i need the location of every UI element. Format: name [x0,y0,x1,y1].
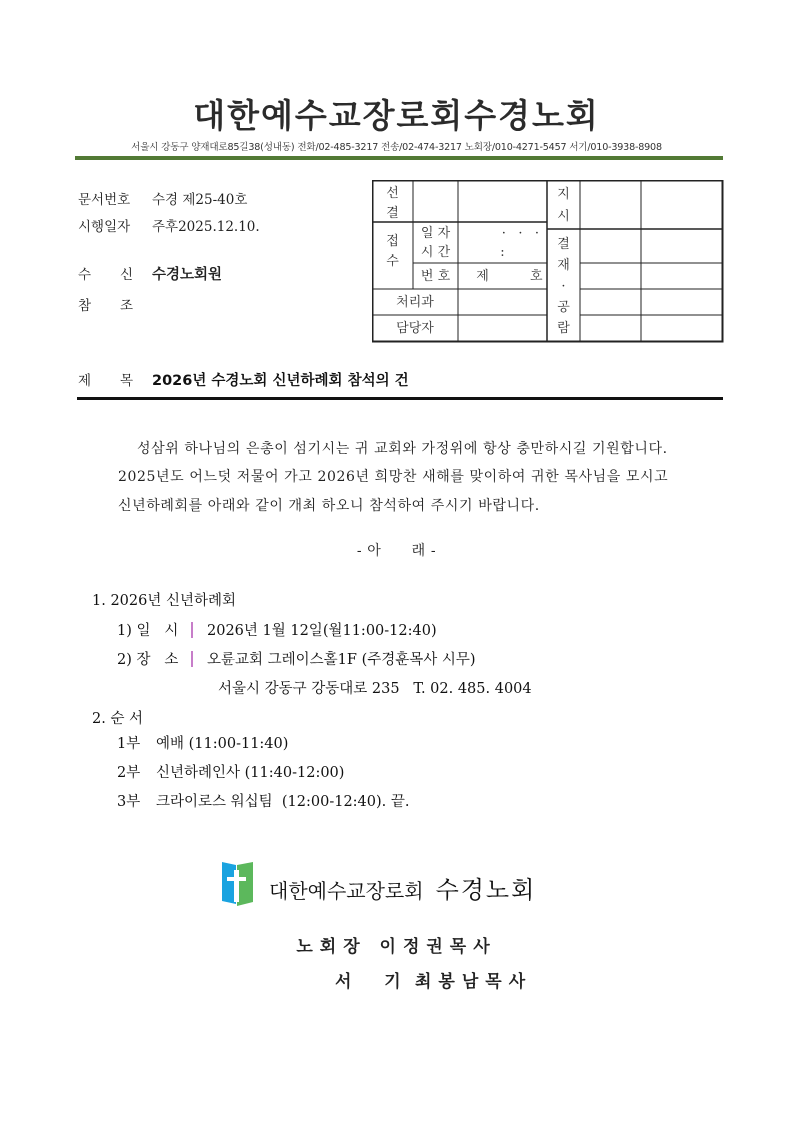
divider-bar [191,651,193,667]
notice-heading: - 아 래 - [356,543,437,559]
ilja-label: 일 자 [420,226,451,241]
gyeoljae-char-3: 공 [557,300,570,315]
reference-label-2: 조 [120,298,134,314]
je-label: 제 [476,269,489,284]
subject-value: 2026년 수경노회 신년하례회 참석의 건 [152,373,409,389]
recipient-value: 수경노회원 [152,267,223,283]
gyeoljae-char-4: 람 [557,321,570,336]
issue-date-row [78,215,260,235]
recipient-row [78,263,222,284]
cell-seongyeol [372,184,413,224]
section-1-title: 1. 2026년 신년하례회 [92,593,236,609]
footer-org-name-2: 수경노회 [435,876,537,904]
issue-date-value: 주후2025.12.10. [152,219,260,235]
org-contact-line: 서울시 강동구 양재대로85길38(성내동) 전화/02-485-3217 전송/02-474-3217 노회장/010-4271-5457 서기/010-3938-8908 [131,142,662,153]
gyeoljae-char-1: 결 [557,237,570,252]
recipient-label-1: 수 [78,267,92,283]
cell-damdangja: 담당자 [396,321,434,336]
place-value: 오륜교회 그레이스홀1F (주경훈목사 시무) [207,652,476,668]
cell-number-value[interactable] [458,270,547,283]
program-part: 2부 [117,765,141,781]
footer-org-name-1: 대한예수교장로회 [269,879,424,903]
recipient-label-2: 신 [120,267,134,283]
program-desc: 크라이로스 워십팀 (12:00-12:40). 끝. [156,794,410,810]
ho-label: 호 [529,269,543,284]
church-logo-icon [221,861,255,907]
program-desc: 예배 (11:00-11:40) [156,736,289,752]
seongyeol-char-2: 결 [386,206,399,221]
program-part: 3부 [117,794,141,810]
date-value: 2026년 1월 12일(월11:00-12:40) [207,623,437,639]
section-1-place-row [117,648,476,669]
president-signature: 노회장 이정권목사 [296,937,497,957]
reference-label-1: 참 [78,298,92,314]
secretary-name: 최봉남목사 [415,972,533,992]
place-label: 2) 장 소 [117,652,179,668]
secretary-title: 서 기 [335,972,408,992]
cell-gyeoljae-gongram [547,234,580,339]
section-2-title: 2. 순 서 [92,711,144,727]
body-line-2: 2025년도 어느덧 저물어 가고 2026년 희망찬 새해를 맞이하여 귀한 목사님을 모시고 [118,469,669,485]
jisi-char-2: 시 [557,209,570,224]
header-rule [75,156,723,160]
section-1-date-row [117,619,437,640]
subject-label-2: 목 [120,373,134,389]
gyeoljae-dot: · [561,279,566,294]
footer-org-name [269,870,536,905]
jisi-char-1: 지 [557,187,570,202]
time-colon: : [500,245,505,260]
divider-bar [191,622,193,638]
cell-jisi [547,184,580,228]
doc-number-value: 수경 제25-40호 [152,192,248,208]
program-item [117,790,410,811]
seongyeol-char-1: 선 [386,186,399,201]
program-part: 1부 [117,736,141,752]
program-item [117,761,344,782]
subject-label-1: 제 [78,373,92,389]
gyeoljae-char-2: 재 [557,258,570,273]
cell-jeopsu [372,232,413,272]
place-address: 서울시 강동구 강동대로 235 T. 02. 485. 4004 [218,681,532,697]
org-title: 대한예수교장로회수경노회 [193,96,600,135]
doc-number-label: 문서번호 [78,192,131,208]
program-item [117,732,288,753]
cell-cheorigwa: 처리과 [396,295,434,310]
date-dots: · · · [501,226,539,241]
sigan-label: 시 간 [420,245,451,260]
issue-date-label: 시행일자 [78,219,131,235]
subject-row [78,369,409,390]
jeopsu-char-1: 접 [386,234,399,249]
subject-rule [77,397,723,400]
date-label: 1) 일 시 [117,623,179,639]
jeopsu-char-2: 수 [386,254,399,269]
cell-date-time-label [413,224,458,262]
doc-number-row [78,188,247,208]
cell-date-time-value[interactable] [458,224,547,262]
body-line-1: 성삼위 하나님의 은총이 섬기시는 귀 교회와 가정위에 항상 충만하시길 기원합니다. [137,441,668,457]
reference-row [78,294,133,314]
body-line-3: 신년하례회를 아래와 같이 개최 하오니 참석하여 주시기 바랍니다. [118,498,540,514]
cell-number-label: 번 호 [420,269,451,284]
secretary-signature [335,967,532,992]
program-desc: 신년하례인사 (11:40-12:00) [156,765,345,781]
